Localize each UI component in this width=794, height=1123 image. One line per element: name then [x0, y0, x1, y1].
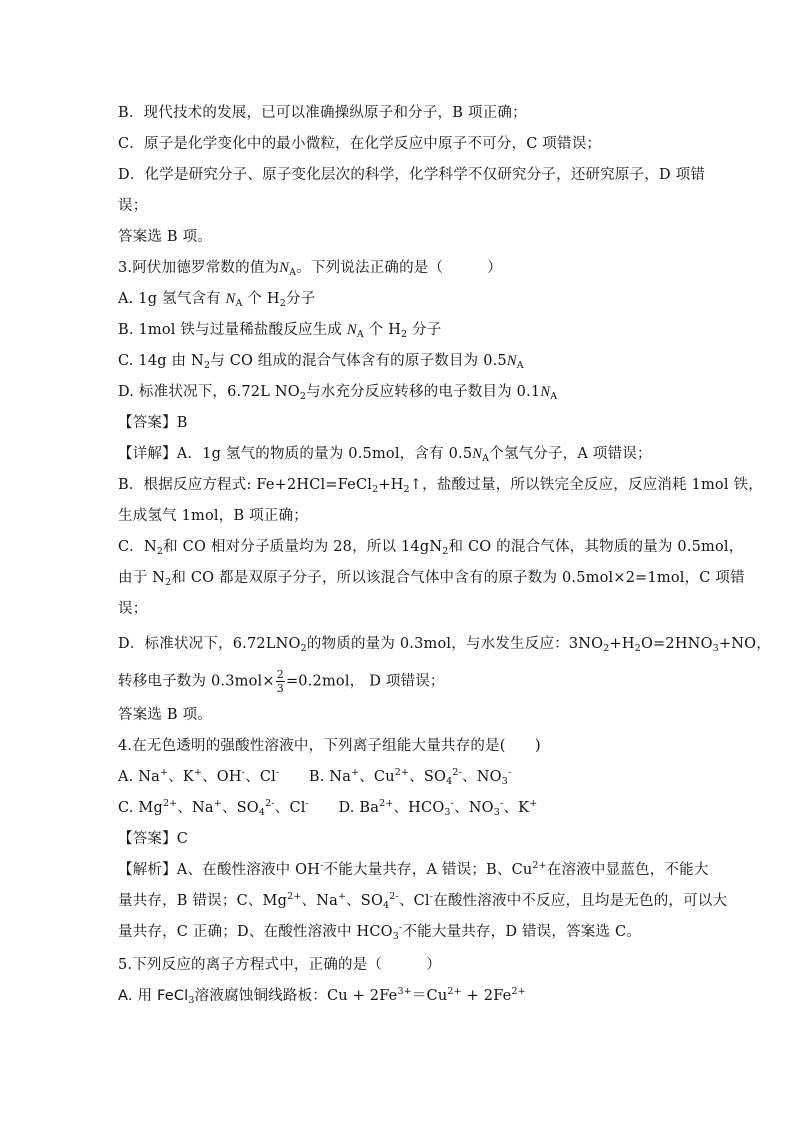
question-5-stem: 5.下列反应的离子方程式中，正确的是（ ） [118, 957, 441, 973]
analysis-line [118, 860, 709, 880]
text-run: +NO， [718, 636, 771, 652]
text-line: D．化学是研究分子、原子变化层次的科学，化学科学不仅研究分子，还研究原子，D 项错 [118, 167, 706, 183]
subscript: 4 [446, 776, 453, 787]
text-run: 、OH [202, 769, 242, 785]
subscript: 2 [156, 546, 164, 557]
question-4-stem: 4.在无色透明的强酸性溶液中，下列离子组能大量共存的是( ) [118, 738, 541, 754]
question-4-options-cd [118, 798, 537, 818]
subscript: 2 [634, 643, 641, 654]
subscript: 2 [372, 484, 379, 495]
analysis-line [118, 922, 641, 942]
subscript: A [289, 267, 297, 278]
fraction-numerator: 2 [276, 668, 284, 681]
superscript: - [305, 798, 310, 809]
detail-line [118, 444, 652, 464]
text-run: 、NO [454, 800, 494, 816]
text-run: + 2Fe [461, 988, 512, 1004]
superscript: - [429, 891, 434, 902]
superscript: + [160, 767, 169, 778]
text-run: B．根据反应方程式: Fe+2HCl=FeCl [118, 477, 373, 493]
text-run: C. Mg [118, 800, 163, 816]
fraction [276, 668, 285, 695]
text-run: 与水充分反应转移的电子数目为 0.1 [306, 384, 541, 400]
subscript: 2 [203, 360, 211, 371]
superscript: 2+ [447, 986, 462, 997]
superscript: 2- [265, 798, 275, 809]
superscript: - [450, 798, 455, 809]
superscript: + [351, 767, 360, 778]
superscript: - [399, 922, 403, 933]
question-5-option-a [118, 986, 526, 1006]
text-run: O=2HNO [640, 636, 713, 652]
text-run: 个氢气分子，A 项错误； [489, 446, 652, 462]
symbol-N: N [346, 322, 357, 338]
superscript: + [529, 798, 538, 809]
subscript: 3 [188, 995, 195, 1006]
subscript: 2 [165, 577, 172, 588]
superscript: - [241, 767, 246, 778]
text-line: C．原子是化学变化中的最小微粒，在化学反应中原子不可分，C 项错误； [118, 136, 602, 152]
subscript: 3 [501, 776, 508, 787]
answer-3: 【答案】B [118, 415, 188, 431]
subscript: 3 [444, 807, 451, 818]
text-run: 分子 [285, 291, 316, 307]
subscript: 4 [258, 807, 266, 818]
detail-line: 生成氢气 1mol，B 项正确； [118, 508, 308, 524]
text-run: 个 H [242, 291, 280, 307]
question-3-option-d [118, 382, 557, 402]
text-run: +H [609, 636, 635, 652]
text-run: D. 标准状况下，6.72L NO [118, 384, 300, 400]
text-run: 在溶液中显蓝色，不能大 [546, 862, 709, 878]
text-run: 不能大量共存，A 错误；B、Cu [323, 862, 533, 878]
answer-line: 答案选 B 项。 [118, 707, 212, 723]
subscript: 2 [603, 643, 610, 654]
detail-line [118, 475, 763, 495]
text-run: 量共存，C 正确；D、在酸性溶液中 HCO [118, 924, 393, 940]
text-run: 在酸性溶液中不反应，且均是无色的，可以大 [433, 893, 728, 909]
text-run: ＝Cu [411, 988, 448, 1004]
superscript: - [500, 798, 504, 809]
text-run: 、SO [346, 893, 384, 909]
text-run: 【解析】A、在酸性溶液中 OH [118, 862, 321, 878]
text-run: 、Cl [398, 893, 430, 909]
text-run: 、HCO [393, 800, 445, 816]
text-run: 、Cl [274, 800, 306, 816]
text-run: 分子 [407, 322, 442, 338]
subscript: 3 [392, 931, 400, 942]
text-run: 和 CO 的混合气体，其物质的量为 0.5mol， [448, 539, 744, 555]
text-run: 、Na [177, 800, 214, 816]
text-run: =0.2mol， D 项错误； [285, 673, 445, 690]
question-3-option-b [118, 320, 442, 340]
text-run: 溶液腐蚀铜线路板：Cu + 2Fe [194, 988, 398, 1004]
fraction-denominator: 3 [276, 682, 284, 695]
answer-4: 【答案】C [118, 831, 189, 847]
text-run: 和 CO 相对分子质量均为 28，所以 14gN [163, 539, 443, 555]
detail-line [118, 537, 743, 557]
text-run: 不能大量共存，D 错误，答案选 C。 [402, 924, 641, 940]
detail-line: 误； [118, 601, 148, 617]
superscript: 2+ [532, 860, 547, 871]
superscript: + [193, 767, 203, 778]
text-run: 【详解】A．1g 氢气的物质的量为 0.5mol，含有 0.5 [118, 446, 473, 462]
text-run: 个 H [363, 322, 402, 338]
superscript: + [337, 891, 347, 902]
analysis-line [118, 891, 727, 911]
text-run: 、NO [462, 769, 502, 785]
text-run: A. 用 FeCl [118, 988, 189, 1004]
text-run: A. 1g 氢气含有 [118, 291, 226, 307]
question-4-options-ab [118, 767, 511, 787]
text-run: 、Cu [359, 769, 395, 785]
superscript: 2- [389, 891, 399, 902]
text-run: 、K [168, 769, 194, 785]
text-run: +H [378, 477, 404, 493]
symbol-N: N [225, 291, 236, 307]
text-run: C. 14g 由 N [118, 353, 204, 369]
superscript: 2+ [287, 891, 302, 902]
text-run: 由于 N [118, 570, 166, 586]
superscript: 2+ [511, 986, 526, 997]
text-line: B．现代技术的发展，已可以准确操纵原子和分子，B 项正确； [118, 105, 527, 121]
text-run: 3.阿伏加德罗常数的值为 [118, 260, 280, 276]
text-run: ↑，盐酸过量，所以铁完全反应，反应消耗 1mol 铁， [409, 477, 763, 493]
superscript: 3+ [397, 986, 412, 997]
subscript: 2 [299, 391, 307, 402]
subscript: 2 [403, 484, 410, 495]
symbol-N: N [506, 353, 517, 369]
subscript: A [356, 329, 364, 340]
superscript: 2+ [394, 767, 410, 778]
text-line: 误； [118, 198, 148, 214]
symbol-N: N [279, 260, 290, 276]
text-run: B. 1mol 铁与过量稀盐酸反应生成 [118, 322, 347, 338]
text-run: 和 CO 都是双原子分子，所以该混合气体中含有的原子数为 0.5mol×2=1mol，C 项错 [171, 570, 745, 586]
text-line: 答案选 B 项。 [118, 229, 212, 245]
text-run: 的物质的量为 0.3mol，与水发生反应：3NO [306, 636, 604, 652]
superscript: 2+ [162, 798, 178, 809]
question-3-option-a [118, 289, 315, 309]
detail-line [118, 668, 445, 695]
subscript: 3 [493, 807, 501, 818]
symbol-N: N [472, 446, 483, 462]
question-3-stem [118, 258, 502, 278]
text-run: 、SO [409, 769, 447, 785]
text-run: 、K [503, 800, 530, 816]
text-run: D．标准状况下，6.72LNO [118, 636, 301, 652]
superscript: - [320, 860, 324, 871]
superscript: - [276, 767, 280, 778]
subscript: 2 [442, 546, 449, 557]
text-run: C．N [118, 539, 157, 555]
subscript: A [482, 453, 490, 464]
subscript: 2 [300, 643, 307, 654]
superscript: + [213, 798, 222, 809]
subscript: 2 [279, 298, 286, 309]
subscript: A [235, 298, 243, 309]
subscript: 4 [383, 900, 390, 911]
question-3-option-c [118, 351, 524, 371]
text-run: A. Na [118, 769, 161, 785]
superscript: 2- [452, 767, 462, 778]
detail-line [118, 634, 771, 654]
text-run: 。下列说法正确的是（ ） [296, 260, 502, 276]
text-run: 、Na [301, 893, 338, 909]
subscript: 2 [401, 329, 408, 340]
text-run: 、SO [221, 800, 259, 816]
text-run: B. Na [279, 769, 352, 785]
superscript: 2+ [379, 798, 394, 809]
subscript: 3 [712, 643, 719, 654]
text-run: D. Ba [309, 800, 380, 816]
detail-line [118, 568, 745, 588]
subscript: A [516, 360, 524, 371]
text-run: 与 CO 组成的混合气体含有的原子数目为 0.5 [210, 353, 507, 369]
subscript: A [550, 391, 558, 402]
text-run: 量共存，B 错误；C、Mg [118, 893, 288, 909]
superscript: - [507, 767, 512, 778]
symbol-N: N [540, 384, 551, 400]
text-run: 转移电子数为 0.3mol× [118, 673, 275, 690]
text-run: 、Cl [245, 769, 277, 785]
